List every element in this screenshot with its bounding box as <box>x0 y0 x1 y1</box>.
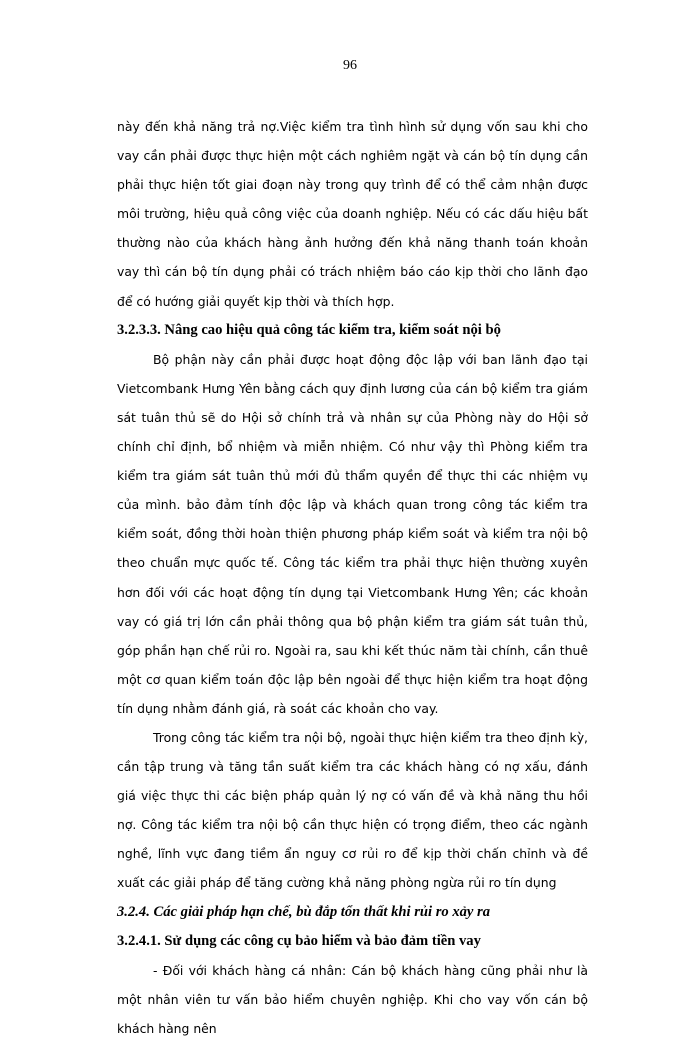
paragraph-internal-control: Bộ phận này cần phải được hoạt động độc lập với ban lãnh đạo tại Vietcombank Hưng Yên bằng cách quy định lương của cán bộ kiểm tra giám sát tuân thủ sẽ do Hội sở chính trả và nhân sự của Phòng này do Hội sở chính chỉ định, bổ nhiệm và miễn nhiệm. Có như vậy thì Phòng kiểm tra kiểm tra giám sát tuân thủ mới đủ thẩm quyền để thực thi các nhiệm vụ của mình. bảo đảm tính độc lập và khách quan trong công tác kiểm tra kiểm soát, đồng thời hoàn thiện phương pháp kiểm soát và kiểm tra nội bộ theo chuẩn mực quốc tế. Công tác kiểm tra phải thực hiện thường xuyên hơn đối với các hoạt động tín dụng tại Vietcombank Hưng Yên; các khoản vay có giá trị lớn cần phải thông qua bộ phận kiểm tra giám sát tuân thủ, góp phần hạn chế rủi ro. Ngoài ra, sau khi kết thúc năm tài chính, cần thuê một cơ quan kiểm toán độc lập bên ngoài để thực hiện kiểm tra hoạt động tín dụng nhằm đánh giá, rà soát các khoản cho vay. <box>117 351 588 716</box>
paragraph-internal-audit: Trong công tác kiểm tra nội bộ, ngoài thực hiện kiểm tra theo định kỳ, cần tập trung và tăng tần suất kiểm tra các khách hàng có nợ xấu, đánh giá việc thực thi các biện pháp quản lý nợ có vấn đề và khả năng thu hồi nợ. Công tác kiểm tra nội bộ cần thực hiện có trọng điểm, theo các ngành nghề, lĩnh vực đang tiềm ẩn nguy cơ rủi ro để kịp thời chấn chỉnh và đề xuất các giải pháp để tăng cường khả năng phòng ngừa rủi ro tín dụng <box>117 729 588 891</box>
section-heading-3-2-4-1: 3.2.4.1. Sử dụng các công cụ bảo hiểm và bảo đảm tiền vay <box>117 932 481 949</box>
page-number: 96 <box>343 58 357 73</box>
section-heading-3-2-3-3: 3.2.3.3. Nâng cao hiệu quả công tác kiểm tra, kiểm soát nội bộ <box>117 321 501 338</box>
document-body <box>117 112 588 1043</box>
paragraph-individual-customers: - Đối với khách hàng cá nhân: Cán bộ khách hàng cũng phải như là một nhân viên tư vấn bảo hiểm chuyên nghiệp. Khi cho vay vốn cán bộ khách hàng nên <box>117 962 588 1036</box>
section-heading-3-2-4: 3.2.4. Các giải pháp hạn chế, bù đắp tổn thất khi rủi ro xảy ra <box>117 903 491 920</box>
paragraph-continuation: này đến khả năng trả nợ.Việc kiểm tra tình hình sử dụng vốn sau khi cho vay cần phải được thực hiện một cách nghiêm ngặt và cán bộ tín dụng cần phải thực hiện tốt giai đoạn này trong quy trình để có thể cảm nhận được môi trường, hiệu quả công việc của doanh nghiệp. Nếu có các dấu hiệu bất thường nào của khách hàng ảnh hưởng đến khả năng thanh toán khoản vay thì cán bộ tín dụng phải có trách nhiệm báo cáo kịp thời cho lãnh đạo để có hướng giải quyết kịp thời và thích hợp. <box>117 119 588 309</box>
